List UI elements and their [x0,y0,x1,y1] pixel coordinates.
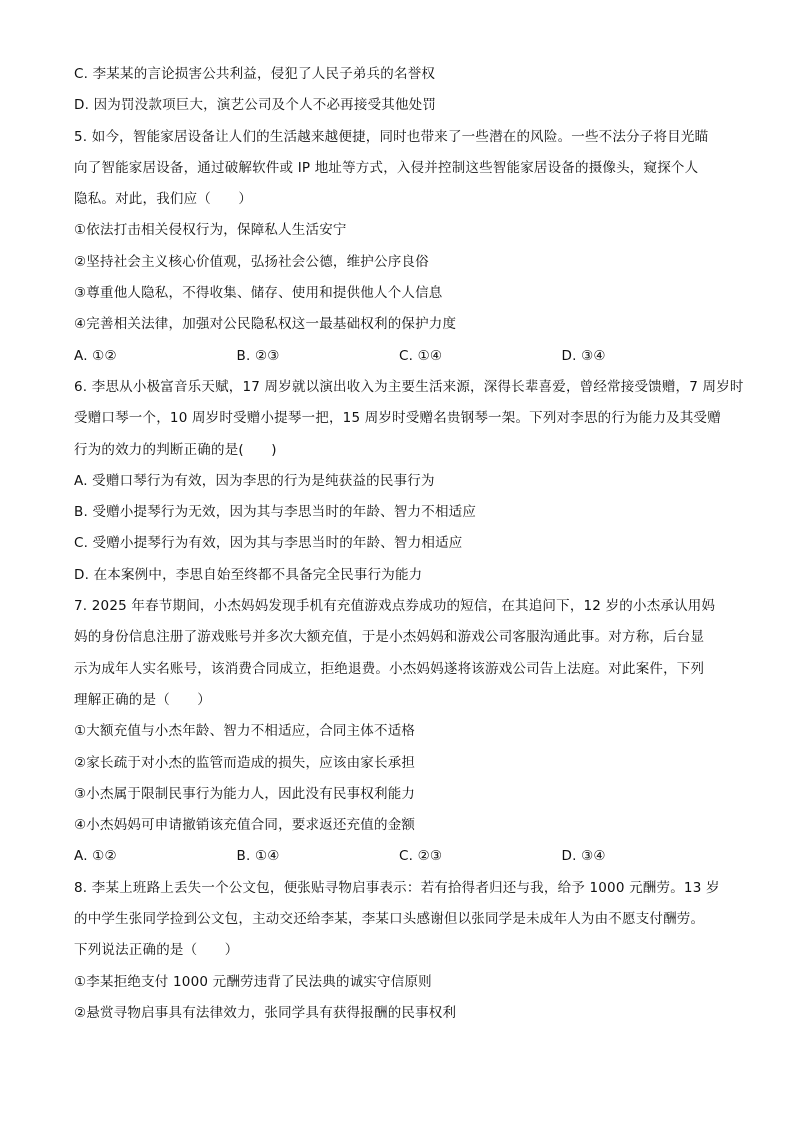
statement-item: ②家长疏于对小杰的监管而造成的损失，应该由家长承担 [74,754,416,771]
question-7-stem: 妈的身份信息注册了游戏账号并多次大额充值，于是小杰妈妈和游戏公司客服沟通此事。对方称，后台显 [74,629,705,646]
statement-item: ①大额充值与小杰年龄、智力不相适应，合同主体不适格 [74,723,416,740]
option-c: C. ②③ [399,848,443,865]
question-6-stem: 受赠口琴一个，10 周岁时受赠小提琴一把，15 周岁时受赠名贵钢琴一架。下列对李思的行为能力及其受赠 [74,410,721,427]
option-c: C. 受赠小提琴行为有效，因为其与李思当时的年龄、智力相适应 [74,535,463,552]
question-5-stem: 5. 如今，智能家居设备让人们的生活越来越便捷，同时也带来了一些潜在的风险。一些不法分子将目光瞄 [74,128,709,145]
question-7-stem: 示为成年人实名账号，该消费合同成立，拒绝退费。小杰妈妈遂将该游戏公司告上法庭。对此案件，下列 [74,660,705,677]
statement-item: ④小杰妈妈可申请撤销该充值合同，要求返还充值的金额 [74,817,416,834]
question-7-stem: 7. 2025 年春节期间，小杰妈妈发现手机有充值游戏点券成功的短信，在其追问下，12 岁的小杰承认用妈 [74,598,716,615]
statement-item: ③尊重他人隐私，不得收集、储存、使用和提供他人个人信息 [74,285,443,302]
text-line: C. 李某某的言论损害公共利益，侵犯了人民子弟兵的名誉权 [74,66,436,82]
option-d: D. ③④ [561,347,606,364]
option-b: B. ②③ [236,347,280,364]
statement-item: ②悬赏寻物启事具有法律效力，张同学具有获得报酬的民事权利 [74,1004,457,1021]
option-a: A. ①② [74,347,117,364]
document-body [74,64,744,1034]
statement-item: ②坚持社会主义核心价值观，弘扬社会公德，维护公序良俗 [74,253,429,270]
statement-item: ①李某拒绝支付 1000 元酬劳违背了民法典的诚实守信原则 [74,973,432,990]
question-8-stem: 下列说法正确的是（ ） [74,942,239,959]
statement-item: ①依法打击相关侵权行为，保障私人生活安宁 [74,222,347,239]
option-b: B. 受赠小提琴行为无效，因为其与李思当时的年龄、智力不相适应 [74,504,477,521]
statement-item: ③小杰属于限制民事行为能力人，因此没有民事权利能力 [74,785,416,802]
question-6-stem: 行为的效力的判断正确的是( ) [74,441,277,458]
option-d: D. ③④ [561,848,606,865]
question-8-stem: 8. 李某上班路上丢失一个公文包，便张贴寻物启事表示：若有拾得者归还与我，给予 1000 元酬劳。13 岁 [74,879,720,896]
option-d: D. 在本案例中，李思自始至终都不具备完全民事行为能力 [74,566,423,583]
question-5-stem: 隐私。对此，我们应（ ） [74,191,253,208]
text-line: D. 因为罚没款项巨大，演艺公司及个人不必再接受其他处罚 [74,97,437,114]
question-5-options [74,346,724,367]
question-6-stem: 6. 李思从小极富音乐天赋，17 周岁就以演出收入为主要生活来源，深得长辈喜爱，曾经常接受馈赠，7 周岁时 [74,378,744,395]
question-7-options [74,846,724,867]
option-a: A. 受赠口琴行为有效，因为李思的行为是纯获益的民事行为 [74,472,435,489]
question-7-stem: 理解正确的是（ ） [74,691,211,708]
option-a: A. ①② [74,848,117,865]
option-b: B. ①④ [236,848,280,865]
question-8-stem: 的中学生张同学捡到公文包，主动交还给李某，李某口头感谢但以张同学是未成年人为由不愿支付酬劳。 [74,911,705,928]
statement-item: ④完善相关法律，加强对公民隐私权这一最基础权利的保护力度 [74,316,457,333]
question-5-stem: 向了智能家居设备，通过破解软件或 IP 地址等方式，入侵并控制这些智能家居设备的摄像头，窥探个人 [74,159,699,176]
option-c: C. ①④ [399,347,443,364]
